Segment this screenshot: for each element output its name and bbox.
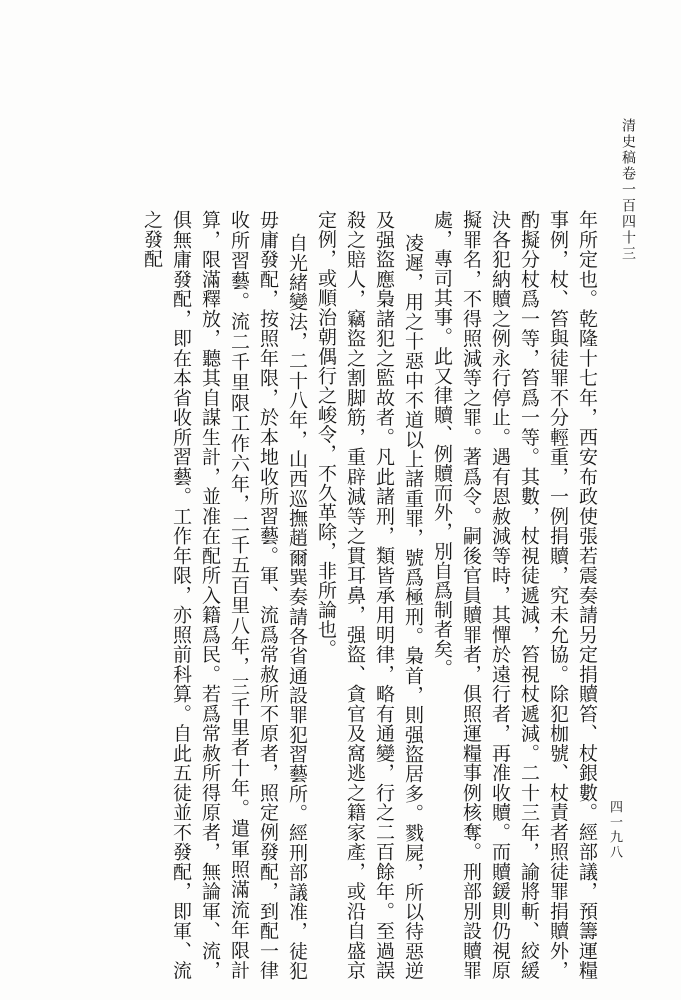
running-head: 清史稿卷一百四十三 — [620, 118, 636, 262]
paragraph-punishments: 凌遲，用之十惡中不道以上諸重罪，號爲極刑。梟首，則强盜居多。戮屍，所以待惡逆及强盜應梟諸犯之監故者。凡此諸刑，類皆承用明律，略有通變，行之二百餘年。至過誤殺之賠人，竊盜之割脚筋，重辟減等之貫耳鼻，强盜、貪官及窩逃之籍家產，或沿自盛京定例，或順治朝偶行之峻令，不久革除，非所論也。 — [315, 210, 424, 980]
body-text — [137, 210, 601, 980]
paragraph-reform: 自光緒變法，二十八年，山西巡撫趙爾巽奏請各省通設罪犯習藝所。經刑部議准，徒犯毋庸發配，按照年限，於本地收所習藝。軍、流爲常赦所不原者，照定例發配，到配一律收所習藝。流二千里限工作六年，二千五百里八年，三千里者十年。遣軍照滿流年限計算，限滿釋放，聽其自謀生計，並准在配所入籍爲民。若爲常赦所得原者，無論軍、流，俱無庸發配，即在本省收所習藝。工作年限，亦照前科算。自此五徒並不發配，即軍、流之發配 — [141, 210, 308, 980]
page-number: 四一九八 — [607, 800, 622, 860]
paragraph-ransom: 年所定也。乾隆十七年，西安布政使張若震奏請另定捐贖笞、杖銀數。經部議，預籌運糧事例，杖、笞與徒罪不分輕重，一例捐贖，究未允協。除犯枷號、杖責者照徒罪捐贖外，酌擬分杖爲一等，笞爲一等。其數，杖視徒遞減，笞視杖遞減。二十三年，諭將斬、絞緩決各犯納贖之例永行停止。遇有恩赦減等時，其憚於遠行者，再准收贖。而贖鍰則仍視原擬罪名，不得照減等之罪。著爲令。嗣後官員贖罪者，俱照運糧事例核奪。刑部別設贖罪處，專司其事。此又律贖、例贖而外，別自爲制者矣。 — [431, 210, 598, 980]
